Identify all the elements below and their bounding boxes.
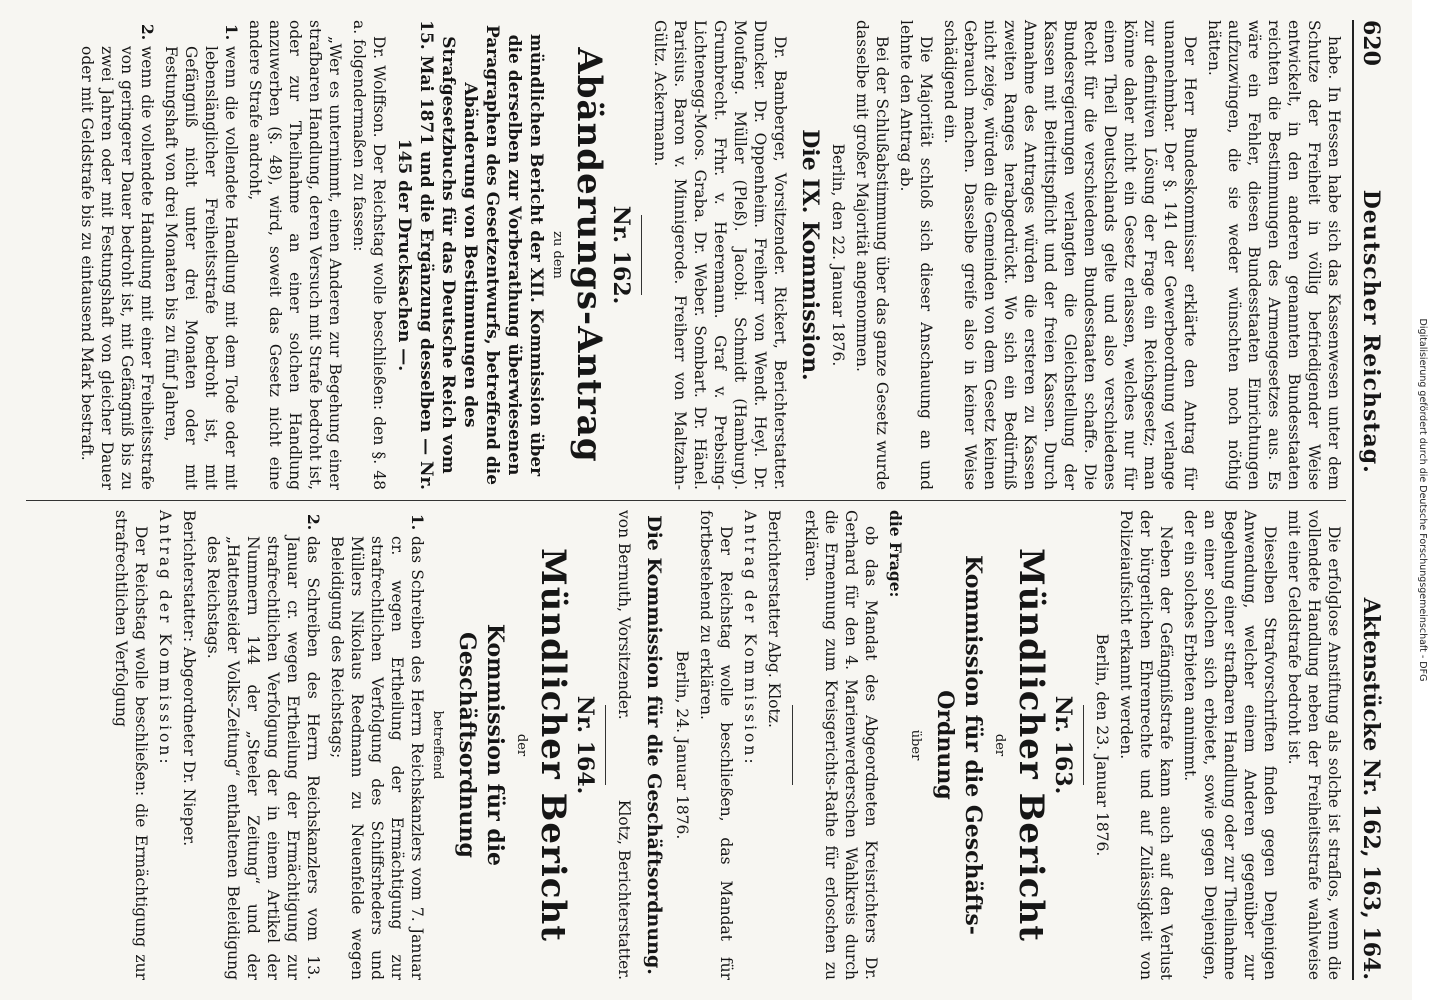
paragraph: habe. In Hessen habe sich das Kassenwesen unter dem Schutze der Freiheit in völlig befriedigender Weise entwickelt, in den anderen genannten Bundesstaaten reichten die Bestimmungen des Armengesetzes aus. Es wäre ein Fehler, diesen Bundesstaaten Einrichtungen aufzuzwingen, die sie weder wünschten noch nöthig hätten. (1205, 20, 1343, 490)
resolution-text: Der Reichstag wolle beschließen: die Ermächtigung zur strafrechtlichen Verfolgung (112, 510, 150, 980)
list-item: 1. wenn die vollendete Handlung mit dem Tode oder mit lebenslänglicher Freiheitsstrafe bedroht ist, mit Gefängniß nicht unter drei Monaten oder mit Festungshaft von drei Monaten bis zu fünf Jahren, (162, 24, 241, 490)
rapporteur-signature: Klotz, Berichterstatter. (615, 799, 633, 980)
connector-text: über (908, 729, 923, 761)
chairman-signature: von Bernuth, Vorsitzender. (615, 510, 633, 720)
separator (792, 705, 793, 785)
motion-intro: Dr. Wolffson. Der Reichstag wolle beschließen: den §. 48 a. folgendermaßen zu fassen: (350, 20, 388, 490)
document-reference: Aktenstücke Nr. 162, 163, 164. (1358, 597, 1384, 980)
margin-strip (1412, 0, 1432, 1000)
page-number: 620 (1358, 20, 1384, 66)
commission-signature: Die Kommission für die Geschäftsordnung. (643, 515, 665, 975)
rapporteur: Berichterstatter: Abgeordneter Dr. Nieper. (180, 510, 198, 847)
page-sheet-rotated (16, 10, 1396, 990)
connector-text: der (992, 733, 1007, 757)
page-header (1352, 20, 1388, 980)
connector-text: der (514, 733, 529, 757)
right-column (26, 510, 1344, 980)
list-item: 2. wenn die vollendete Handlung mit einer Freiheitsstrafe von geringerer Dauer bedroht ist, mit Gefängniß bis zu zwei Jahren oder mit Festungshaft von gleicher Dauer oder mit Geldstrafe bis zu eintausend Mark bestraft. (78, 24, 157, 490)
connector-text: betreffend (430, 710, 445, 780)
motion-label: Antrag der Kommission: (156, 510, 174, 767)
separator (605, 705, 606, 785)
motion-label: Antrag der Kommission: (741, 510, 759, 767)
digitization-credit: Digitalisierung gefördert durch die Deutsche Forschungsgemeinschaft - DFG (1417, 318, 1428, 682)
question-text: ob das Mandat des Abgeordneten Kreisrichters Dr. Gerhard für den 4. Marienwerderschen Wahlkreis durch die Ernennung zum Kreisgerichts-Rathe für erloschen zu erklären. (802, 510, 880, 980)
question-label: die Frage: (886, 510, 905, 598)
document-number: Nr. 163. (1050, 695, 1076, 795)
section-title: Mündlicher Bericht (1011, 548, 1051, 942)
section-subtitle: Kommission für die Geschäfts-Ordnung (932, 555, 986, 935)
section-title: Mündlicher Bericht (533, 548, 573, 942)
section-title: Abänderungs-Antrag (569, 47, 609, 463)
paragraph: Der Herr Bundeskommissar erklärte den Antrag für unannehmbar. Der §. 141 der Gewerbeordnung verlange zur definitiven Lösung der Frage ein Reichsgesetz; man könne daher nicht ein Gesetz erlassen, welches nur für einen Theil Deutschlands gelte und also verschiedenes Recht für die verschiedenen Bundesstaaten schaffe. Die Bundesregierungen verlangten die Gleichstellung der Kassen mit Beitrittspflicht und der freien Kassen. Durch Annahme des Antrages würden die ersteren zu Kassen zweiten Ranges herabgedrückt. Wo sich ein Bedürfniß nicht zeige, würden die Gemeinden von dem Gesetz keinen Gebrauch machen. Dasselbe greife also in keiner Weise schädigend ein. (941, 20, 1199, 490)
separator (1083, 705, 1084, 785)
list-item: 2. das Schreiben des Herrn Reichskanzlers vom 13. Januar cr. wegen Ertheilung der Ermächtigung zur strafrechtlichen Verfolgung der in einem Artikel der Nummern 144 der „Steeler Zeitung“ und der „Hattensteider Volks-Zeitung“ enthaltenen Beleidigung des Reichstags. (204, 514, 323, 980)
list-item: 1. das Schreiben des Herrn Reichskanzlers vom 7. Januar cr. wegen Ertheilung der Ermächtigung zur strafrechtlichen Verfolgung des Schiffsrheders und Müllers Nikolaus Reedmann zu Neuenfelde wegen Beleidigung des Reichstags; (328, 514, 427, 980)
quoted-provision: „Wer es unternimmt, einen Anderen zur Begehung einer strafbaren Handlung, deren Versuch mit Strafe bedroht ist, oder zur Theilnahme an einer solchen Handlung anzuwerben (§. 48), wird, soweit das Gesetz nicht eine andere Strafe androht, (246, 20, 344, 490)
left-column (26, 20, 1344, 490)
page-running-title: Deutscher Reichstag. (1358, 189, 1384, 474)
commission-title: Die IX. Kommission. (797, 129, 823, 381)
resolution-text: Der Reichstag wolle beschließen, das Mandat für fortbestehend zu erklären. (697, 510, 735, 980)
column-divider (26, 500, 1346, 501)
date-line: Berlin, den 22. Januar 1876. (829, 143, 847, 367)
members-list: Dr. Bamberger, Vorsitzender. Rickert, Berichterstatter. Duncker. Dr. Oppenheim. Freiherr von Wendt. Heyl. Dr. Moufang. Müller (Pleß). Jacobi. Schmidt (Hamburg). Grumbrecht. Frhr. v. Heeremann. Graf v. Prebsing-Lichtenegg-Moos. Graba. Dr. Weber. Sombart. Dr. Hänel. Parisius. Baron v. Minnigerode. Freiherr von Maltzahn-Gültz. Ackermann. (651, 20, 789, 490)
document-number: Nr. 162. (608, 205, 634, 305)
section-subtitle: Kommission für die Geschäftsordnung (454, 623, 508, 867)
paragraph: Die Majorität schloß sich dieser Anschauung an und lehnte den Antrag ab. (897, 20, 935, 490)
paragraph: Bei der Schlußabstimmung über das ganze Gesetz wurde dasselbe mit großer Majorität angenommen. (853, 20, 891, 490)
signature-line (614, 510, 634, 980)
connector-text: zu dem (550, 231, 565, 279)
paragraph: Die erfolglose Anstiftung als solche ist straflos, wenn die vollendete Handlung neben der Freiheitsstrafe wahlweise mit einer Geldstrafe bedroht ist. (1285, 510, 1343, 980)
date-line: Berlin, 24. Januar 1876. (673, 650, 691, 840)
document-number: Nr. 164. (572, 695, 598, 795)
separator (641, 215, 642, 295)
section-subtitle: mündlichen Bericht der XII. Kommission über die derselben zur Vorberathung überwiesenen Paragraphen des Gesetzentwurfs, betreffend die Abänderung von Bestimmungen des Strafgesetzbuchs für das Deutsche Reich vom 15. Mai 1871 und die Ergänzung desselben — Nr. 145 der Drucksachen —. (394, 20, 546, 490)
rapporteur: Berichterstatter Abg. Klotz. (765, 510, 783, 728)
date-line: Berlin, den 23. Januar 1876. (1093, 633, 1111, 857)
paragraph: Dieselben Strafvorschriften finden gegen Denjenigen Anwendung, welcher einem Anderen gegenüber zur Begehung einer strafbaren Handlung oder zur Theilnahme an einer solchen sich erbietet, sowie gegen Denjenigen, der ein solches Erbieten annimmt. (1181, 510, 1279, 980)
paragraph: Neben der Gefängnißstrafe kann auch auf den Verlust der bürgerlichen Ehrenrechte und auf Zulässigkeit von Polizeiaufsicht erkannt werden. (1117, 510, 1175, 980)
